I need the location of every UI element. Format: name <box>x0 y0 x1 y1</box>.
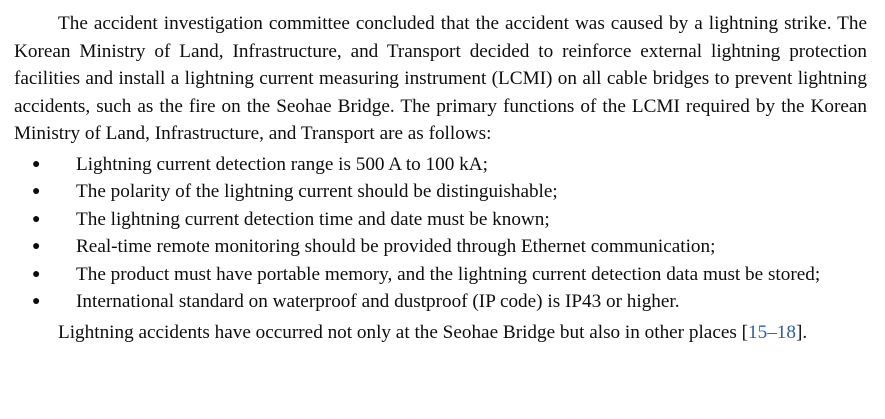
body-paragraph-2 <box>14 319 867 347</box>
list-item-label: The lightning current detection time and date must be known; <box>76 208 550 230</box>
bullet-icon: ● <box>32 294 41 309</box>
list-item-label: Real-time remote monitoring should be provided through Ethernet communication; <box>76 236 716 257</box>
bullet-icon: ● <box>32 211 41 227</box>
list-item-label: Lightning current detection range is 500 A to 100 kA; <box>76 153 488 175</box>
list-item <box>14 178 867 206</box>
bullet-icon: ● <box>32 156 41 172</box>
citation-link-15-18[interactable]: 15–18 <box>748 321 796 343</box>
requirements-list <box>14 151 867 316</box>
list-item <box>14 151 867 179</box>
list-item-label: The polarity of the lightning current should be distinguishable; <box>76 181 558 202</box>
bullet-icon: ● <box>32 266 41 282</box>
bullet-icon: ● <box>32 184 41 199</box>
body-paragraph-1: The accident investigation committee concluded that the accident was caused by a lightning strike. The Korean Ministry of Land, Infrastructure, and Transport decided to reinforce external lightning protection facilities and install a lightning current measuring instrument (LCMI) on all cable bridges to prevent lightning accidents, such as the fire on the Seohae Bridge. The primary functions of the LCMI required by the Korean Ministry of Land, Infrastructure, and Transport are as follows: <box>14 13 867 144</box>
list-item <box>14 206 867 234</box>
list-item <box>14 288 867 316</box>
list-item <box>14 261 867 289</box>
paragraph-2-text-before: Lightning accidents have occurred not only at the Seohae Bridge but also in other places [ <box>58 321 749 343</box>
list-item-label: International standard on waterproof and dustproof (IP code) is IP43 or higher. <box>76 291 680 312</box>
bullet-icon: ● <box>32 239 41 254</box>
paragraph-2-text-after: ]. <box>795 321 808 343</box>
list-item-label: The product must have portable memory, and the lightning current detection data must be stored; <box>76 263 821 285</box>
list-item <box>14 233 867 261</box>
